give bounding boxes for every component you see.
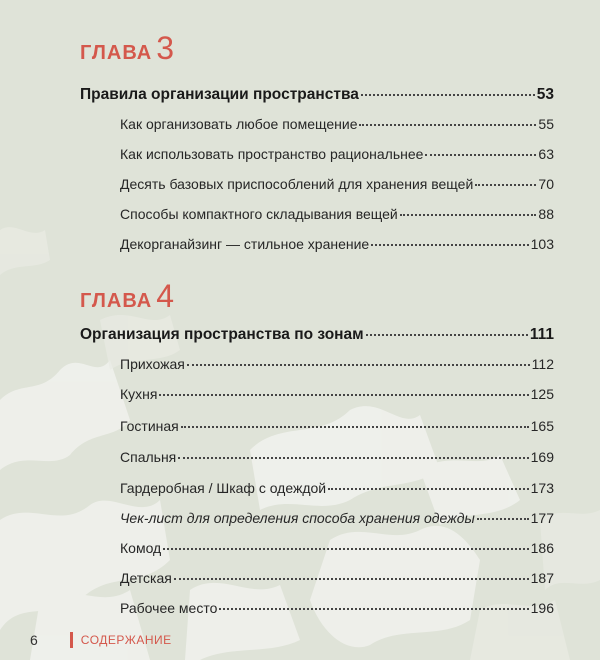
dot-leader — [163, 548, 528, 550]
toc-title-text: Правила организации пространства — [80, 86, 359, 103]
dot-leader — [328, 488, 529, 490]
toc-page-number: 169 — [530, 449, 554, 465]
dot-leader — [361, 94, 535, 96]
toc-item[interactable] — [120, 570, 554, 586]
toc-item[interactable] — [120, 480, 554, 496]
dot-leader — [359, 124, 536, 126]
dot-leader — [366, 334, 528, 336]
toc-item-text: Детская — [120, 570, 172, 586]
toc-item[interactable] — [120, 116, 554, 132]
toc-item[interactable] — [120, 206, 554, 222]
chapter-heading — [80, 278, 174, 315]
toc-page-number: 165 — [530, 418, 554, 434]
toc-item[interactable] — [120, 176, 554, 192]
section-label: СОДЕРЖАНИЕ — [80, 633, 172, 647]
toc-item[interactable] — [120, 146, 554, 162]
toc-item[interactable] — [120, 510, 554, 526]
chapter-word: ГЛАВА — [80, 290, 153, 312]
dot-leader — [371, 244, 528, 246]
page-footer — [30, 632, 172, 648]
toc-item-text: Как использовать пространство рациональнее — [120, 146, 424, 162]
toc-item[interactable] — [120, 236, 554, 252]
page-number: 6 — [30, 632, 38, 648]
toc-chapter-title[interactable] — [80, 326, 554, 344]
toc-item-text: Способы компактного складывания вещей — [120, 206, 398, 222]
toc-page-number: 88 — [538, 206, 554, 222]
toc-title-text: Организация пространства по зонам — [80, 326, 364, 343]
toc-page-number: 187 — [530, 570, 554, 586]
footer-accent-bar — [70, 632, 73, 648]
dot-leader — [174, 578, 529, 580]
toc-item-text: Прихожая — [120, 356, 185, 372]
dot-leader — [219, 608, 528, 610]
toc-item-text: Рабочее место — [120, 600, 218, 616]
dot-leader — [187, 364, 530, 366]
toc-item[interactable] — [120, 418, 554, 434]
toc-page-number: 173 — [530, 480, 554, 496]
chapter-number: 3 — [156, 30, 175, 66]
toc-item-text: Гардеробная / Шкаф с одеждой — [120, 480, 327, 496]
toc-item-text: Десять базовых приспособлений для хранения вещей — [120, 176, 474, 192]
dot-leader — [425, 154, 536, 156]
toc-item[interactable] — [120, 449, 554, 465]
toc-item-text: Спальня — [120, 449, 177, 465]
chapter-word: ГЛАВА — [80, 42, 153, 64]
toc-page-number: 53 — [536, 86, 554, 103]
toc-item-text: Декорганайзинг — стильное хранение — [120, 236, 370, 252]
toc-page-number: 125 — [530, 386, 554, 402]
toc-page-number: 177 — [530, 510, 554, 526]
toc-page-number: 186 — [530, 540, 554, 556]
toc-item-text: Комод — [120, 540, 162, 556]
toc-item[interactable] — [120, 600, 554, 616]
dot-leader — [475, 184, 536, 186]
toc-page-number: 111 — [529, 326, 554, 343]
toc-page-number: 112 — [531, 356, 554, 372]
toc-item[interactable] — [120, 540, 554, 556]
dot-leader — [181, 426, 529, 428]
toc-page-number: 103 — [530, 236, 554, 252]
dot-leader — [178, 457, 528, 459]
toc-page-number: 63 — [538, 146, 554, 162]
toc-page-number: 196 — [530, 600, 554, 616]
toc-page-number: 70 — [538, 176, 554, 192]
toc-item-text: Кухня — [120, 386, 158, 402]
chapter-heading — [80, 30, 174, 67]
toc-page-number: 55 — [538, 116, 554, 132]
dot-leader — [400, 214, 537, 216]
toc-item-text: Гостиная — [120, 418, 179, 434]
toc-item[interactable] — [120, 386, 554, 402]
dot-leader — [477, 518, 529, 520]
dot-leader — [159, 394, 528, 396]
toc-item-text: Чек-лист для определения способа хранения одежды — [120, 510, 475, 526]
chapter-number: 4 — [156, 278, 175, 314]
toc-item-text: Как организовать любое помещение — [120, 116, 358, 132]
toc-item[interactable] — [120, 356, 554, 372]
toc-chapter-title[interactable] — [80, 86, 554, 104]
